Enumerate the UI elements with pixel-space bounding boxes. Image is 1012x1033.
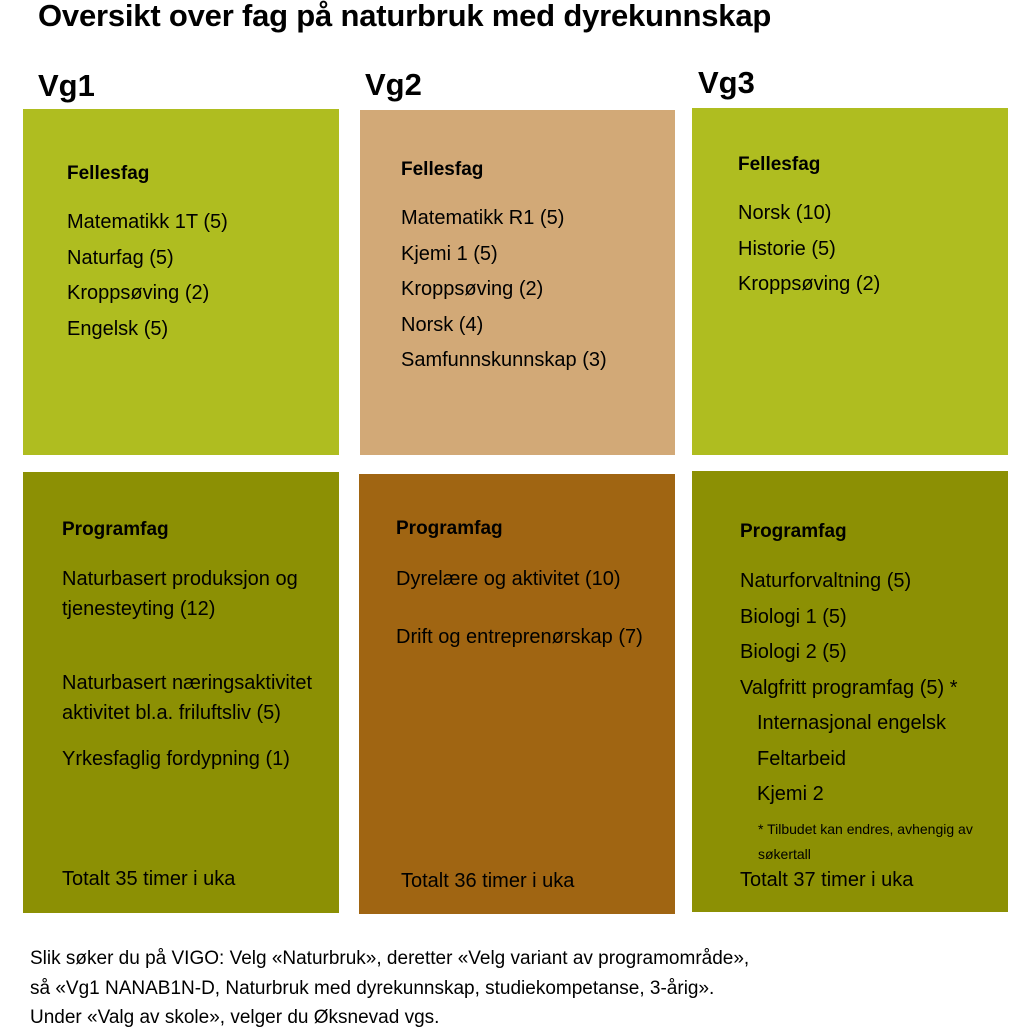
vigo-instructions — [30, 944, 749, 1033]
list-item: Naturforvaltning (5) — [740, 570, 912, 592]
list-item: Norsk (4) — [401, 313, 484, 336]
column-label-vg2: Vg2 — [365, 67, 422, 102]
list-subitem: Internasjonal engelsk — [757, 712, 947, 734]
vg1-fellesfag-heading: Fellesfag — [67, 163, 150, 184]
vg1-total-hours: Totalt 35 timer i uka — [62, 868, 236, 890]
vg2-programfag-heading: Programfag — [396, 518, 503, 539]
vg3-programfag-box — [692, 471, 1008, 912]
list-item: Matematikk R1 (5) — [401, 207, 565, 229]
list-subitem: Kjemi 2 — [757, 783, 824, 805]
list-item: Yrkesfaglig fordypning (1) — [62, 748, 290, 770]
column-label-vg3: Vg3 — [698, 65, 755, 100]
vg2-total-hours: Totalt 36 timer i uka — [401, 870, 575, 892]
vg3-fellesfag-list — [738, 196, 880, 303]
list-item: Drift og entreprenørskap (7) — [396, 626, 643, 648]
list-item: Norsk (10) — [738, 202, 832, 224]
list-item: Samfunnskunnskap (3) — [401, 349, 607, 371]
vg1-programfag-heading: Programfag — [62, 519, 169, 540]
column-label-vg1: Vg1 — [38, 68, 95, 103]
footer-line: Under «Valg av skole», velger du Øksnevad vgs. — [30, 1007, 440, 1028]
footer-line: så «Vg1 NANAB1N-D, Naturbruk med dyrekunnskap, studiekompetanse, 3-årig». — [30, 977, 715, 999]
vg3-offer-note: * Tilbudet kan endres, avhengig av søkertall — [758, 821, 973, 862]
list-item: Kjemi 1 (5) — [401, 242, 498, 265]
list-item: Dyrelære og aktivitet (10) — [396, 568, 621, 590]
list-item: Kroppsøving (2) — [401, 278, 544, 300]
list-item: Naturbasert produksjon og tjenesteyting (12) — [62, 568, 298, 620]
list-item: Naturfag (5) — [67, 246, 174, 269]
vg2-programfag-list — [396, 564, 666, 652]
vg2-programfag-box — [359, 474, 675, 914]
list-item: Kroppsøving (2) — [738, 273, 881, 295]
vg1-programfag-list — [62, 564, 324, 774]
vg2-fellesfag-box — [360, 110, 675, 455]
list-item: Historie (5) — [738, 237, 836, 260]
list-item: Naturbasert næringsaktivitet aktivitet bl.a. friluftsliv (5) — [62, 672, 313, 724]
vg1-fellesfag-list — [67, 205, 228, 347]
list-item: Engelsk (5) — [67, 317, 169, 340]
vg3-fellesfag-heading: Fellesfag — [738, 154, 821, 175]
page-title: Oversikt over fag på naturbruk med dyrekunnskap — [38, 0, 772, 33]
list-item: Biologi 2 (5) — [740, 641, 847, 663]
vg3-total-hours: Totalt 37 timer i uka — [740, 869, 914, 891]
list-item: Biologi 1 (5) — [740, 605, 847, 628]
vg3-fellesfag-box — [692, 108, 1008, 455]
list-subitem: Feltarbeid — [757, 747, 846, 770]
vg3-programfag-list — [740, 564, 958, 813]
vg1-fellesfag-box — [23, 109, 339, 455]
footer-line: Slik søker du på VIGO: Velg «Naturbruk», deretter «Velg variant av programområde», — [30, 948, 750, 969]
vg3-programfag-heading: Programfag — [740, 521, 847, 542]
list-item: Valgfritt programfag (5) * — [740, 676, 958, 699]
list-item: Matematikk 1T (5) — [67, 211, 228, 233]
vg1-programfag-box — [23, 472, 339, 913]
vg2-fellesfag-heading: Fellesfag — [401, 159, 484, 180]
list-item: Kroppsøving (2) — [67, 282, 210, 304]
vg2-fellesfag-list — [401, 201, 607, 379]
